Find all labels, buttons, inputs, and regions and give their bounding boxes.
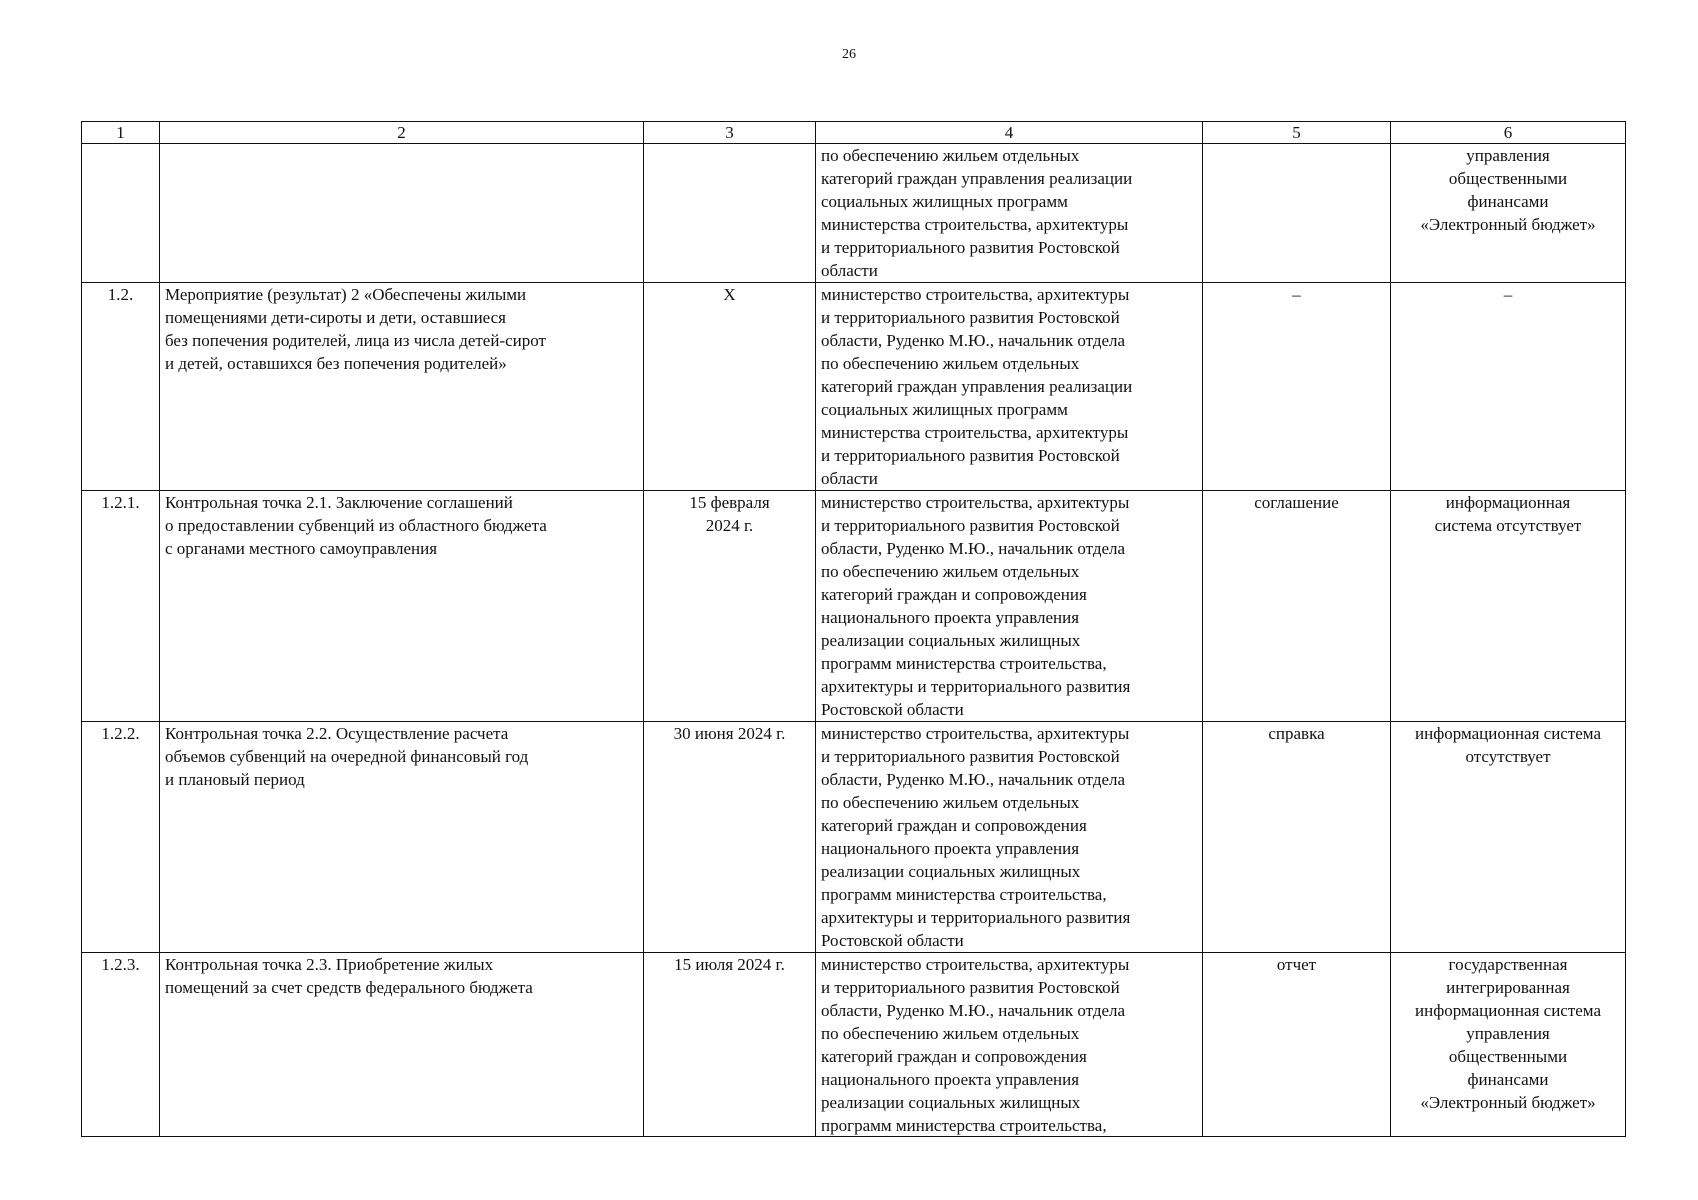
table-row-1-2-1 <box>82 491 1626 722</box>
document-type-cell <box>1203 144 1391 283</box>
deadline-cell <box>644 144 816 283</box>
deadline-cell: 30 июня 2024 г. <box>644 722 816 953</box>
event-name-cell: Контрольная точка 2.1. Заключение соглашений о предоставлении субвенций из областного бюджета с органами местного самоуправления <box>160 491 644 722</box>
column-number-header-row <box>82 122 1626 144</box>
row-number-cell <box>82 144 160 283</box>
responsible-cell: министерство строительства, архитектуры и территориального развития Ростовской области, Руденко М.Ю., начальник отдела по обеспечению жильем отдельных категорий граждан и сопровождения национального проекта управления реализации социальных жилищных программ министерства строительства, <box>816 953 1203 1137</box>
event-name-cell: Контрольная точка 2.3. Приобретение жилых помещений за счет средств федерального бюджета <box>160 953 644 1137</box>
document-type-cell: – <box>1203 283 1391 491</box>
column-header-2: 2 <box>160 122 644 144</box>
document-type-cell: отчет <box>1203 953 1391 1137</box>
responsible-cell: министерство строительства, архитектуры и территориального развития Ростовской области, Руденко М.Ю., начальник отдела по обеспечению жильем отдельных категорий граждан и сопровождения национального проекта управления реализации социальных жилищных программ министерства строительства, архитектуры и территориального развития Ростовской области <box>816 491 1203 722</box>
row-number-cell: 1.2.2. <box>82 722 160 953</box>
column-header-6: 6 <box>1391 122 1626 144</box>
table-row-1-2-3 <box>82 953 1626 1137</box>
table-row-1-2 <box>82 283 1626 491</box>
page-number: 26 <box>842 47 856 62</box>
information-system-cell: управления общественными финансами «Электронный бюджет» <box>1391 144 1626 283</box>
information-system-cell: информационная система отсутствует <box>1391 491 1626 722</box>
column-header-3: 3 <box>644 122 816 144</box>
column-header-5: 5 <box>1203 122 1391 144</box>
row-number-cell: 1.2. <box>82 283 160 491</box>
column-header-4: 4 <box>816 122 1203 144</box>
event-name-cell <box>160 144 644 283</box>
deadline-cell: 15 февраля 2024 г. <box>644 491 816 722</box>
control-points-table <box>81 121 1626 1137</box>
document-type-cell: соглашение <box>1203 491 1391 722</box>
table-row-1-2-2 <box>82 722 1626 953</box>
responsible-cell: министерство строительства, архитектуры и территориального развития Ростовской области, Руденко М.Ю., начальник отдела по обеспечению жильем отдельных категорий граждан управления реализации социальных жилищных программ министерства строительства, архитектуры и территориального развития Ростовской области <box>816 283 1203 491</box>
row-number-cell: 1.2.3. <box>82 953 160 1137</box>
document-type-cell: справка <box>1203 722 1391 953</box>
table-row-continuation <box>82 144 1626 283</box>
information-system-cell: государственная интегрированная информационная система управления общественными финансами «Электронный бюджет» <box>1391 953 1626 1137</box>
information-system-cell: информационная система отсутствует <box>1391 722 1626 953</box>
row-number-cell: 1.2.1. <box>82 491 160 722</box>
responsible-cell: по обеспечению жильем отдельных категорий граждан управления реализации социальных жилищных программ министерства строительства, архитектуры и территориального развития Ростовской области <box>816 144 1203 283</box>
column-header-1: 1 <box>82 122 160 144</box>
event-name-cell: Контрольная точка 2.2. Осуществление расчета объемов субвенций на очередной финансовый год и плановый период <box>160 722 644 953</box>
information-system-cell: – <box>1391 283 1626 491</box>
responsible-cell: министерство строительства, архитектуры и территориального развития Ростовской области, Руденко М.Ю., начальник отдела по обеспечению жильем отдельных категорий граждан и сопровождения национального проекта управления реализации социальных жилищных программ министерства строительства, архитектуры и территориального развития Ростовской области <box>816 722 1203 953</box>
deadline-cell: X <box>644 283 816 491</box>
event-name-cell: Мероприятие (результат) 2 «Обеспечены жилыми помещениями дети-сироты и дети, оставшиеся без попечения родителей, лица из числа детей-сирот и детей, оставшихся без попечения родителей» <box>160 283 644 491</box>
deadline-cell: 15 июля 2024 г. <box>644 953 816 1137</box>
